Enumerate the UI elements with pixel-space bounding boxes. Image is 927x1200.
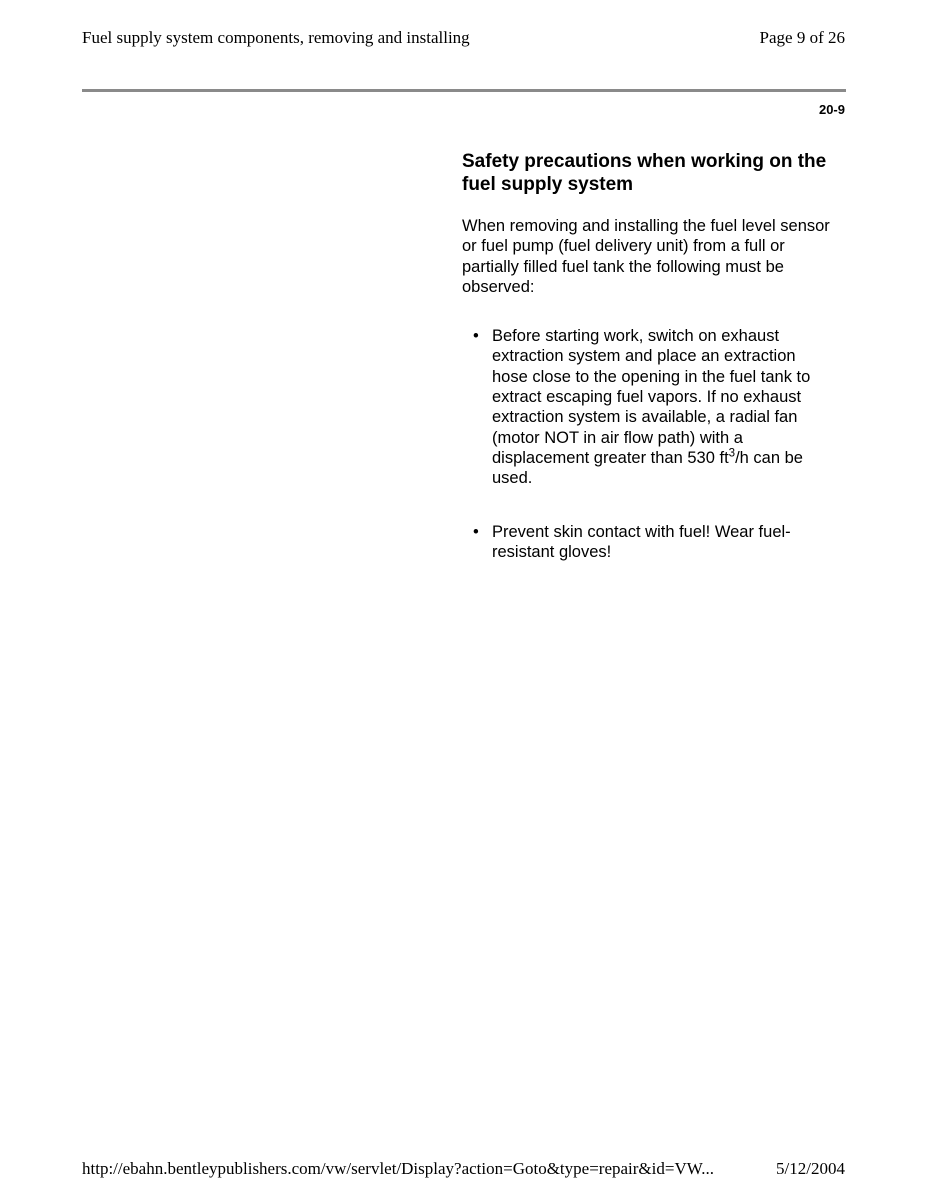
footer-url: http://ebahn.bentleypublishers.com/vw/servlet/Display?action=Goto&type=repair&id=VW... <box>82 1159 714 1178</box>
section-heading: Safety precautions when working on the fuel supply system <box>462 151 827 195</box>
list-item-text: Before starting work, switch on exhaust extraction system and place an extraction hose close to the opening in the fuel tank to extract escaping fuel vapors. If no exhaust extraction system is available, a radial fan (motor NOT in air flow path) with a displacement greater than 530 ft <box>492 327 811 467</box>
main-content <box>462 150 846 562</box>
section-number: 20-9 <box>818 102 845 117</box>
intro-paragraph: When removing and installing the fuel level sensor or fuel pump (fuel delivery unit) from a full or partially filled fuel tank the following must be observed: <box>462 217 830 296</box>
bullet-icon: • <box>473 522 479 541</box>
bullet-icon: • <box>473 327 479 346</box>
footer-date: 5/12/2004 <box>776 1159 845 1178</box>
list-item <box>462 326 832 488</box>
list-item-text-end: /h can be used. <box>492 448 803 488</box>
page-number-label: Page 9 of 26 <box>759 28 845 47</box>
precaution-list <box>462 326 846 562</box>
header-divider <box>82 89 846 92</box>
superscript: 3 <box>728 447 736 460</box>
page-header-title: Fuel supply system components, removing and installing <box>82 28 470 47</box>
list-item <box>462 522 832 563</box>
list-item-text: Prevent skin contact with fuel! Wear fuel-resistant gloves! <box>492 522 791 561</box>
